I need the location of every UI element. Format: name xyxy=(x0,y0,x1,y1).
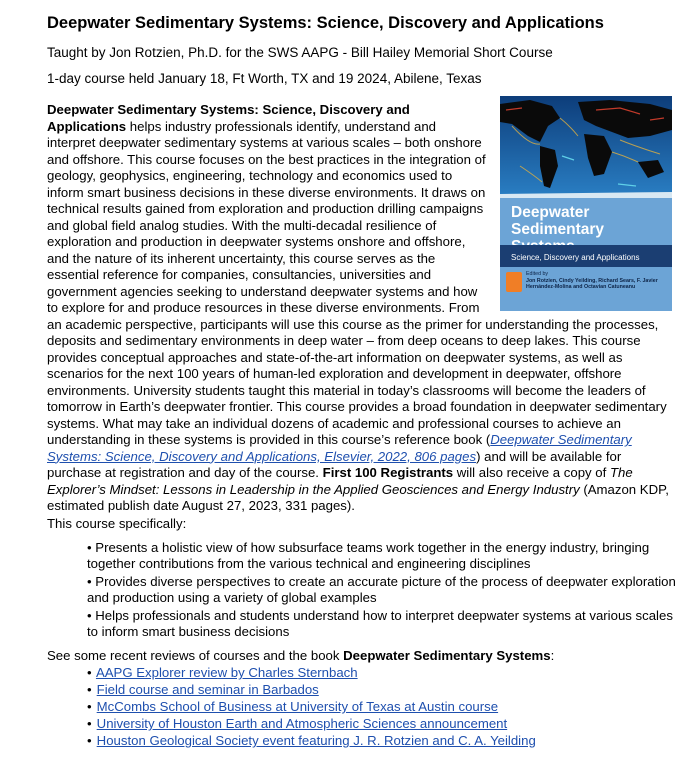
list-item: • University of Houston Earth and Atmospheric Sciences announcement xyxy=(87,716,508,731)
course-bullets xyxy=(87,540,677,642)
uh-announcement-link[interactable]: University of Houston Earth and Atmospheric Sciences announcement xyxy=(96,716,508,731)
description-text-1: helps industry professionals identify, understand and interpret deepwater sedimentary systems at various scales – both onshore and offshore. This course focuses on the best practices in the integration of geology, geophysics, engineering, technology and economics used to inform smart business decisions in these diverse environments. It draws on technical results gained from exploration and production drilling campaigns and global field analog studies. With the multi-decadal resilience of exploration and production in deepwater systems onshore and offshore, and the nature of its inherent uncertainty, this course serves as the essential reference for companies, consultancies, universities and government agencies seeking to understand deepwater systems and how to explore for and produce resources in these diverse environments. From an academic perspective, participants will use this course as the primer for understanding the processes, deposits and sedimentary environments in deep water – from deep oceans to deep lakes. This course provides conceptual approaches and state-of-the-art information on deepwater systems, as well as scenarios for the next 100 years of human-led exploration and development in deepwater, offshore environments. University students taught this material in today’s classrooms will become the leaders of tomorrow in Earth’s deepwater frontier. This course provides a broad foundation in deepwater sedimentary systems. What may take an individual dozens of academic and professional courses to achieve an understanding in these systems is provided in this course’s reference book ( xyxy=(47,118,667,447)
description-lead: Deepwater Sedimentary Systems: Science, Discovery and Applications xyxy=(47,102,410,134)
cover-title: Deepwater Sedimentary xyxy=(511,204,605,238)
reviews-list xyxy=(87,664,536,749)
description-text-2: ) and will be available for purchase at registration and day of the course. xyxy=(47,448,622,480)
hgs-event-link[interactable]: Houston Geological Society event featuring J. R. Rotzien and C. A. Yeilding xyxy=(96,733,536,748)
explorer-mindset-title: The Explorer’s Mindset: Lessons in Leadership in the Applied Geosciences and Energy Industry xyxy=(47,465,633,497)
first-registrants-label: First 100 Registrants xyxy=(322,465,454,480)
world-bathymetry-map xyxy=(500,96,672,198)
book-cover-image xyxy=(500,96,672,311)
description-text-3: will also receive a copy of xyxy=(453,465,610,480)
list-item: • Field course and seminar in Barbados xyxy=(87,682,319,697)
list-item: • Houston Geological Society event featuring J. R. Rotzien and C. A. Yeilding xyxy=(87,733,536,748)
bullet-item: • Helps professionals and students understand how to interpret deepwater systems at various scales to inform smart business decisions xyxy=(87,608,673,639)
course-description xyxy=(47,102,672,515)
course-dates-line: 1-day course held January 18, Ft Worth, TX and 19 2024, Abilene, Texas xyxy=(47,71,482,86)
list-item: • McCombs School of Business at University of Texas at Austin course xyxy=(87,699,499,714)
barbados-field-course-link[interactable]: Field course and seminar in Barbados xyxy=(96,682,319,697)
cover-subtitle: Science, Discovery and Applications xyxy=(511,253,640,262)
bullet-item: • Presents a holistic view of how subsurface teams work together in the energy industry, bringing together contributions from the various technical and engineering disciplines xyxy=(87,540,650,571)
specifically-intro: This course specifically: xyxy=(47,516,187,531)
reference-book-link[interactable]: Deepwater Sedimentary Systems: Science, Discovery and Applications, Elsevier, 2022, 806 pages xyxy=(47,432,632,464)
cover-editors: Edited by Jon Rotzien, Cindy Yeilding, Richard Sears, F. Javier Hernández-Molina and Octavian Catuneanu xyxy=(526,271,658,291)
list-item: • AAPG Explorer review by Charles Sternbach xyxy=(87,665,358,680)
mccombs-course-link[interactable]: McCombs School of Business at University of Texas at Austin course xyxy=(96,699,499,714)
page-title: Deepwater Sedimentary Systems: Science, Discovery and Applications xyxy=(47,14,604,32)
reviews-intro: See some recent reviews of courses and the book Deepwater Sedimentary Systems: xyxy=(47,648,555,663)
bullet-item: • Provides diverse perspectives to create an accurate picture of the process of deepwater exploration and production using a variety of global examples xyxy=(87,574,676,605)
aapg-explorer-review-link[interactable]: AAPG Explorer review by Charles Sternbach xyxy=(95,665,358,680)
instructor-line: Taught by Jon Rotzien, Ph.D. for the SWS AAPG - Bill Hailey Memorial Short Course xyxy=(47,45,553,60)
publisher-logo-icon xyxy=(506,272,522,292)
description-text-4: (Amazon KDP, estimated publish date August 27, 2023, 331 pages). xyxy=(47,481,669,513)
